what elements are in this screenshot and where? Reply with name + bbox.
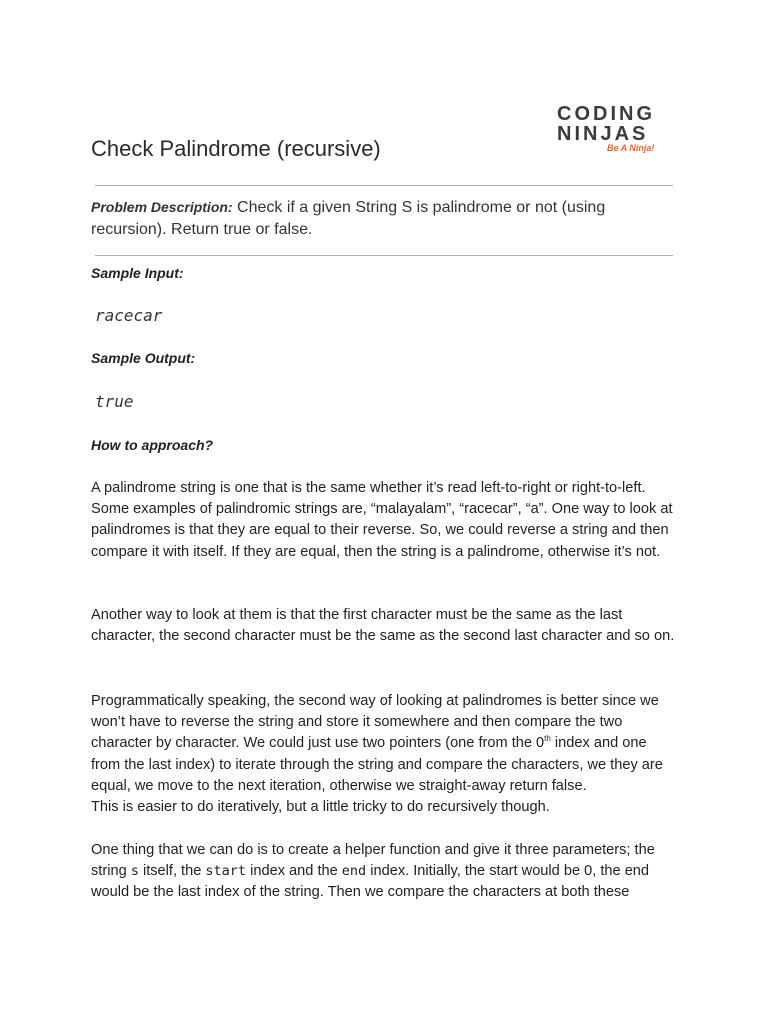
para4-part1: One thing that we can do is to create a helper function and give it three parameters; the string [91,842,655,880]
code-start: start [205,863,247,880]
sample-output-value: true [95,392,134,411]
logo-tagline: Be A Ninja! [607,143,655,153]
problem-description-label: Problem Description: [91,199,233,215]
para4-part3: index and the [246,863,342,880]
page-title: Check Palindrome (recursive) [91,136,381,161]
code-s: s [130,863,139,880]
problem-description-text: Check if a given String S is palindrome or not (using recursion). Return true or false. [91,199,606,238]
coding-ninjas-logo [555,100,670,154]
sample-input-value: racecar [95,306,163,325]
approach-label: How to approach? [91,437,214,453]
paragraph-definition: A palindrome string is one that is the same whether it’s read left-to-right or right-to-left. Some examples of palindromic strings are, “malayalam”, “racecar”, “a”. One way to look at palindromes is that they are equal to their reverse. So, we could reverse a string and then compare it with itself. If they are equal, then the string is a palindrome, otherwise it’s not. [91,480,673,560]
sample-output-label: Sample Output: [91,350,196,366]
paragraph-programmatic [91,691,675,818]
problem-description [91,196,651,241]
para4-part2: itself, the [138,863,206,880]
para4-part4: index. Initially, the start would be 0, the end would be the last index of the string. Then we compare the characters at both these [91,863,650,901]
logo-line1: CODING [557,103,655,125]
para3-line2: This is easier to do iteratively, but a little tricky to do recursively though. [91,799,550,816]
divider [95,185,673,186]
paragraph-alternative: Another way to look at them is that the first character must be the same as the last character, the second character must be the same as the second last character and so on. [91,607,675,645]
divider [95,255,673,256]
logo-line2: NINJAS [557,123,649,145]
paragraph-helper-function [91,840,675,904]
code-end: end [341,863,367,880]
para3-part1: Programmatically speaking, the second way of looking at palindromes is better since we won’t have to reverse the string and store it somewhere and then compare the two character by character. We could just use two pointers (one from the 0 [91,693,659,752]
para3-part2: index and one from the last index) to iterate through the string and compare the characters, we they are equal, we move to the next iteration, otherwise we straight-away return false. [91,735,663,794]
para3-superscript: th [544,734,551,744]
sample-input-label: Sample Input: [91,265,184,281]
